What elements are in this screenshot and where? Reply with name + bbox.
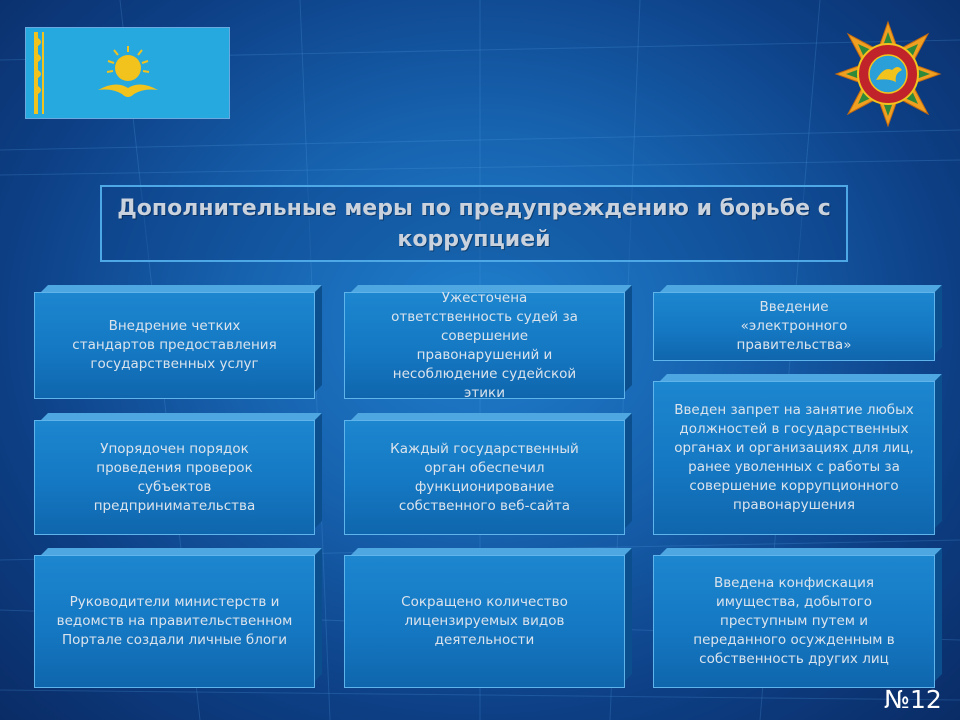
measure-text-8: Сокращено количество лицензируемых видов деятельности bbox=[401, 594, 568, 648]
measure-text-6: Введен запрет на занятие любых должностей в государственных органах и организациях для лиц, ранее уволенных с работы за совершение коррупционного правонарушения bbox=[674, 402, 914, 513]
measure-card-2 bbox=[344, 285, 632, 399]
measure-card-4 bbox=[34, 413, 322, 535]
measure-text-1: Внедрение четких стандартов предоставления государственных услуг bbox=[72, 318, 277, 372]
measure-text-3: Введение «электронного правительства» bbox=[736, 299, 852, 353]
measure-card-9 bbox=[653, 548, 942, 688]
measure-text-2: Ужесточена ответственность судей за совершение правонарушений и несоблюдение судейской этики bbox=[391, 289, 578, 401]
measure-card-6 bbox=[653, 374, 942, 535]
slide-title: Дополнительные меры по предупреждению и борьбе с коррупцией bbox=[117, 195, 831, 252]
measure-card-5 bbox=[344, 413, 632, 535]
measure-text-5: Каждый государственный орган обеспечил функционирование собственного веб-сайта bbox=[390, 440, 579, 514]
kazakhstan-flag-icon bbox=[25, 27, 230, 119]
measure-card-3 bbox=[653, 285, 942, 361]
measure-card-8 bbox=[344, 548, 632, 688]
measure-text-4: Упорядочен порядок проведения проверок субъектов предпринимательства bbox=[93, 440, 256, 514]
page-number: №12 bbox=[884, 685, 942, 714]
title-box bbox=[100, 185, 848, 262]
measure-card-7 bbox=[34, 548, 322, 688]
measure-text-9: Введена конфискация имущества, добытого преступным путем и переданного осужденным в собственность других лиц bbox=[693, 575, 895, 667]
emblem-icon bbox=[834, 20, 942, 128]
measure-text-7: Руководители министерств и ведомств на правительственном Портале создали личные блоги bbox=[56, 594, 293, 648]
measure-card-1 bbox=[34, 285, 322, 399]
